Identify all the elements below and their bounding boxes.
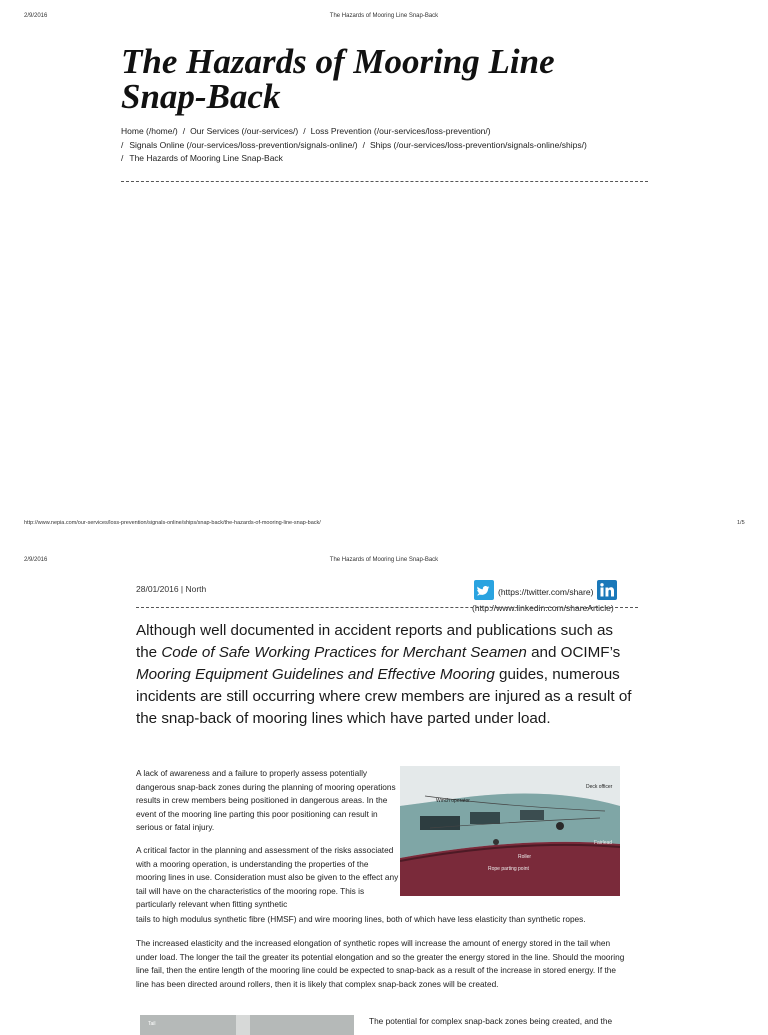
page-header <box>0 13 768 27</box>
twitter-share-link[interactable]: (https://twitter.com/share) <box>498 587 594 597</box>
linkedin-icon <box>597 580 617 600</box>
linkedin-share-button[interactable] <box>597 580 617 605</box>
breadcrumb-loss-prevention[interactable]: Loss Prevention (/our-services/loss-prevention/) <box>310 126 491 136</box>
print-date: 2/9/2016 <box>24 13 48 19</box>
print-date-2: 2/9/2016 <box>24 557 48 563</box>
print-title: The Hazards of Mooring Line Snap-Back <box>329 13 439 19</box>
mooring-deck-photo <box>400 766 620 896</box>
page-number: 1/5 <box>737 520 745 526</box>
title-line-1: The Hazards of Mooring Line <box>121 42 555 81</box>
paragraph-2: A critical factor in the planning and assessment of the risks associated with a mooring operation, is understanding the properties of the mooring lines in use. Consideration must also be given to the effect any tail will have on the characteristics of the mooring rope. This is particularly relevant when fitting synthetic <box>136 845 399 910</box>
figure-label-rope: Rope parting point <box>488 866 529 872</box>
paragraph-2-continued: tails to high modulus synthetic fibre (HMSF) and wire mooring lines, both of which have less elasticity than synthetic ropes. <box>136 914 586 924</box>
breadcrumb: Home (/home/) / Our Services (/our-services/) / Loss Prevention (/our-services/loss-prevention/) / Signals Online (/our-services/loss-prevention/signals-online/) / Ships (/our-services/loss-prevention/signals-online/ships/) / The Hazards of Mooring Line Snap-Back <box>121 126 587 163</box>
paragraph-3: The increased elasticity and the increased elongation of synthetic ropes will increase the amount of energy stored in the tail when under load. The longer the tail the greater its potential elongation and so the greater the energy stored in the line. Should the mooring line fail, then the entire length of the mooring line could be expected to snap-back as a result of the increase in stored energy. If the line has been directed around rollers, then it is likely that complex snap-back zones will be created. <box>136 938 625 989</box>
paragraph-4: The potential for complex snap-back zones being created, and the <box>369 1016 613 1026</box>
breadcrumb-current: The Hazards of Mooring Line Snap-Back <box>129 153 283 163</box>
snap-back-diagram <box>140 1015 354 1035</box>
figure-label-winch: Winch operator <box>436 798 470 804</box>
divider <box>121 181 648 182</box>
breadcrumb-signals-online[interactable]: Signals Online (/our-services/loss-prevention/signals-online/) <box>129 139 358 150</box>
page-header-2 <box>0 557 768 571</box>
divider-2 <box>136 607 638 608</box>
twitter-icon <box>474 580 494 600</box>
figure-label-tail: Tail <box>148 1021 156 1027</box>
figure-label-deck: Deck officer <box>586 784 613 790</box>
lead-paragraph: Although well documented in accident reports and publications such as the Code of Safe Working Practices for Merchant Seamen and OCIMF’s Mooring Equipment Guidelines and Effective Mooring guides, numerous incidents are still occurring where crew members are injured as a result of the snap-back of mooring lines which have parted under load. <box>136 622 632 727</box>
figure-label-fairlead: Fairlead <box>594 840 613 846</box>
title-line-2: Snap-Back <box>121 77 281 116</box>
print-title-2: The Hazards of Mooring Line Snap-Back <box>329 557 439 563</box>
twitter-share-button[interactable] <box>474 580 494 600</box>
print-url: http://www.nepia.com/our-services/loss-prevention/signals-online/ships/snap-back/the-hazards-of-mooring-line-snap-back/ <box>24 520 321 526</box>
breadcrumb-home[interactable]: Home (/home/) <box>121 126 178 136</box>
breadcrumb-ships[interactable]: Ships (/our-services/loss-prevention/signals-online/ships/) <box>369 139 587 150</box>
breadcrumb-our-services[interactable]: Our Services (/our-services/) <box>190 126 299 136</box>
linkedin-share-link[interactable]: (http://www.linkedin.com/shareArticle) <box>472 603 614 613</box>
paragraph-1: A lack of awareness and a failure to properly assess potentially dangerous snap-back zones during the planning of mooring operations results in crew members being positioned in dangerous areas. In the event of the mooring line parting this poor positioning can result in serious or fatal injury. <box>136 768 396 833</box>
lead-italic-code: Code of Safe Working Practices for Merchant Seamen <box>161 644 527 661</box>
figure-label-roller: Roller <box>518 854 532 860</box>
article-title <box>121 44 661 114</box>
lead-italic-guidelines: Mooring Equipment Guidelines and Effective Mooring <box>136 666 495 683</box>
article-meta: 28/01/2016 | North <box>136 584 207 594</box>
